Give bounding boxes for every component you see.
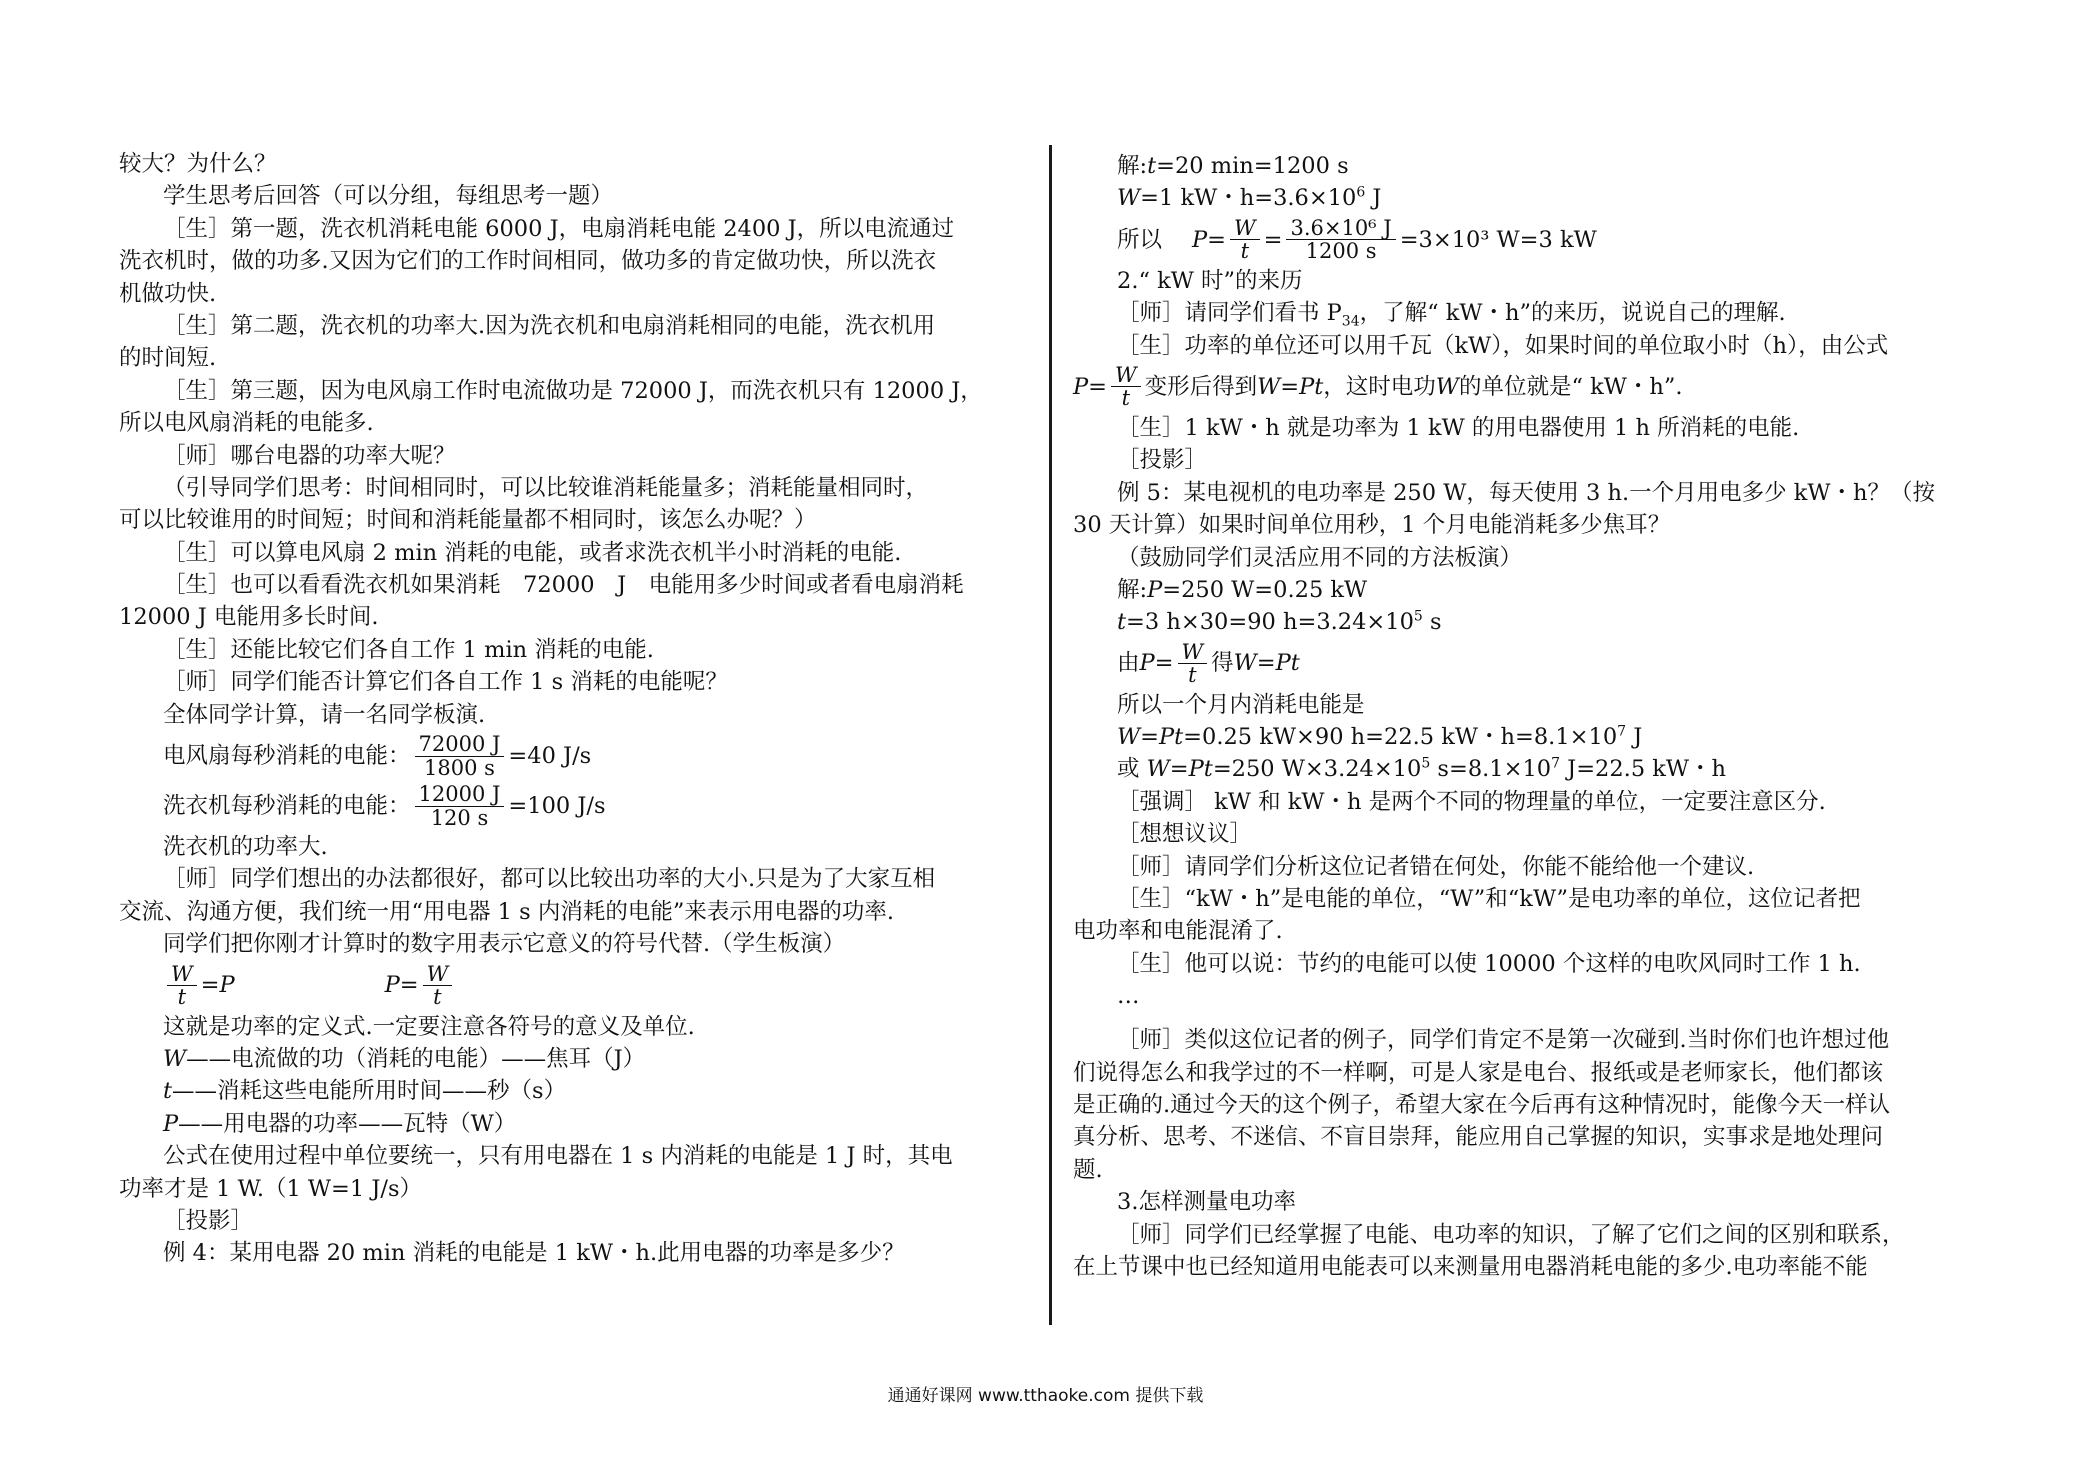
- text-line: 在上节课中也已经知道用电能表可以来测量用电器消耗电能的多少.电功率能不能: [1073, 1253, 1868, 1280]
- text-line: 真分析、思考、不迷信、不盲目崇拜，能应用自己掌握的知识，实事求是地处理问: [1073, 1124, 1884, 1151]
- text-line: 或 W=Pt=250 $W\times 3.24\times 10^5$ $s=8.1\times 10^7$ J=22.5 kW・h: [1117, 755, 1727, 783]
- column-divider: [1049, 145, 1052, 1325]
- fraction-numerator: W: [167, 963, 197, 986]
- text-line: 例 5：某电视机的电功率是 250 W，每天使用 3 h.一个月用电多少 kW・h？（按: [1117, 479, 1936, 506]
- formula-kwh-derivation: P= $\frac{W}{t}$ 变形后得到 W=Pt ，这时电功 W 的单位就是“ kW・h”.: [1073, 363, 1683, 411]
- text-line: W——电流做的功（消耗的电能）——焦耳（J）: [163, 1045, 646, 1072]
- formula-label: 所以: [1117, 226, 1163, 253]
- fraction-numerator: W: [1111, 364, 1141, 387]
- text-line: 题.: [1073, 1156, 1103, 1183]
- text-line: t——消耗这些电能所用时间——秒（s）: [163, 1078, 567, 1105]
- text-line: ［生］也可以看看洗衣机如果消耗 72000 J 电能用多少时间或者看电扇消耗: [163, 572, 964, 599]
- text-line: 功率才是 1 W.（1 W=1 J/s）: [119, 1175, 423, 1202]
- text-line: ［生］还能比较它们各自工作 1 min 消耗的电能.: [163, 636, 654, 663]
- text-line: 30 天计算）如果时间单位用秒，1 个月电能消耗多少焦耳？: [1073, 512, 1671, 539]
- text-line: 公式在使用过程中单位要统一，只有用电器在 1 s 内消耗的电能是 1 J 时，其电: [163, 1143, 953, 1170]
- formula-example5-derivation: 由 P= $\frac{W}{t}$ 得 W=Pt: [1117, 640, 1300, 688]
- fraction-numerator: 3.6×10⁶ J: [1286, 217, 1395, 240]
- formula-power-definition: [119, 961, 1034, 1011]
- fraction-denominator: t: [1121, 386, 1131, 411]
- text-line: W=1 kW・$h=3.6\times 10^6$ J: [1117, 184, 1382, 212]
- text-line: 解:t=20 min=1200 s: [1117, 153, 1349, 179]
- text-line: ［生］功率的单位还可以用千瓦（kW），如果时间的单位取小时（h），由公式: [1117, 332, 1889, 359]
- formula-example4-power: 所以 P = $\frac{W}{t}$ = $\frac{\text{3.6×10⁶ J}}{1200 s}$ =3×10³ W=3 kW: [1117, 216, 1597, 264]
- formula-prefix: P=: [384, 972, 419, 999]
- fraction: [1286, 217, 1395, 262]
- text-line: （引导同学们思考：时间相同时，可以比较谁消耗能量多；消耗能量相同时，: [163, 474, 929, 501]
- fraction-denominator: t: [177, 985, 187, 1010]
- fraction-numerator: 12000 J: [415, 783, 505, 806]
- text-line: 所以电风扇消耗的电能多.: [119, 410, 374, 437]
- text-line: ［师］同学们能否计算它们各自工作 1 s 消耗的电能呢？: [163, 669, 728, 696]
- text-line: ［师］同学们想出的办法都很好，都可以比较出功率的大小.只是为了大家互相: [163, 866, 936, 893]
- text-line: t=3 h×30=90 $h=3.24\times 10^5$ s: [1117, 608, 1442, 636]
- formula-result: =3×10³ W=3 kW: [1399, 226, 1597, 253]
- text-line: ［生］第二题，洗衣机的功率大.因为洗衣机和电扇消耗相同的电能，洗衣机用: [163, 312, 936, 339]
- fraction: [1111, 364, 1141, 409]
- fraction: [423, 963, 453, 1008]
- fraction-denominator: t: [1188, 663, 1197, 688]
- text-line: 洗衣机的功率大.: [163, 834, 328, 861]
- text-line: 可以比较谁用的时间短；时间和消耗能量都不相同时，该怎么办呢？）: [119, 507, 817, 534]
- text-line: ［师］哪台电器的功率大呢？: [163, 442, 456, 469]
- text-line: ［想想议议］: [1117, 821, 1253, 848]
- text-line: 机做功快.: [119, 280, 217, 307]
- text-line: ［师］请同学们看书 $P_{34}$，了解“ kW・h”的来历，说说自己的理解.: [1117, 300, 1786, 330]
- right-column: [1073, 150, 1983, 1283]
- text-line: ［生］“kW・h”是电能的单位，“W”和“kW”是电功率的单位，这位记者把: [1117, 886, 1861, 913]
- text-line: ［生］1 kW・h 就是功率为 1 kW 的用电器使用 1 h 所消耗的电能.: [1117, 414, 1800, 441]
- fraction-numerator: W: [1178, 641, 1208, 664]
- formula-prefix: P=: [1073, 373, 1107, 400]
- text-line: 例 4：某用电器 20 min 消耗的电能是 1 kW・h.此用电器的功率是多少？: [163, 1240, 905, 1267]
- fraction-denominator: 120 s: [430, 805, 489, 830]
- fraction: [1230, 217, 1260, 262]
- text-line: 12000 J 电能用多长时间.: [119, 604, 379, 631]
- page-footer: 通通好课网 www.tthaoke.com 提供下载: [887, 1386, 1204, 1406]
- text-line: ［生］第一题，洗衣机消耗电能 6000 J，电扇消耗电能 2400 J，所以电流通过: [163, 215, 955, 242]
- ellipsis: …: [1117, 983, 1140, 1010]
- fraction: [415, 783, 505, 828]
- formula-symbol: P: [1192, 226, 1208, 253]
- text-line: ［投影］: [1117, 447, 1208, 474]
- formula-result: =P: [200, 972, 235, 999]
- text-line: P——用电器的功率——瓦特（W）: [163, 1110, 517, 1137]
- fraction-numerator: W: [423, 963, 453, 986]
- text-line: 全体同学计算，请一名同学板演.: [163, 701, 486, 728]
- left-column: [119, 148, 1034, 1270]
- text-line: 学生思考后回答（可以分组，每组思考一题）: [163, 183, 614, 210]
- formula-result: =40 J/s: [508, 742, 592, 769]
- text-line: （鼓励同学们灵活应用不同的方法板演）: [1117, 544, 1523, 571]
- text-line: ［师］类似这位记者的例子，同学们肯定不是第一次碰到.当时你们也许想过他: [1117, 1027, 1890, 1054]
- text-line: 是正确的.通过今天的这个例子，希望大家在今后再有这种情况时，能像今天一样认: [1073, 1091, 1891, 1118]
- text-line: 较大？为什么？: [119, 151, 277, 177]
- text-line: ［生］他可以说：节约的电能可以使 10000 个这样的电吹风同时工作 1 h.: [1117, 950, 1861, 977]
- text-line: 这就是功率的定义式.一定要注意各符号的意义及单位.: [163, 1013, 695, 1040]
- text-line: 解:P=250 W=0.25 kW: [1117, 576, 1368, 603]
- formula-result: =100 J/s: [508, 792, 606, 819]
- text-line: ［生］第三题，因为电风扇工作时电流做功是 72000 J，而洗衣机只有 12000 J，: [163, 377, 983, 404]
- formula-fan-energy: [119, 731, 1034, 781]
- fraction-denominator: t: [1240, 239, 1250, 264]
- text-line: ［生］可以算电风扇 2 min 消耗的电能，或者求洗衣机半小时消耗的电能.: [163, 539, 902, 566]
- formula-label: 电风扇每秒消耗的电能：: [163, 742, 411, 769]
- text-line: ［师］同学们已经掌握了电能、电功率的知识，了解了它们之间的区别和联系，: [1117, 1221, 1905, 1248]
- fraction-denominator: t: [433, 985, 442, 1010]
- fraction-denominator: 1200 s: [1305, 239, 1377, 264]
- text-line: ［师］请同学们分析这位记者错在何处，你能不能给他一个建议.: [1117, 853, 1755, 880]
- fraction-numerator: W: [1230, 217, 1260, 240]
- text-line: 的时间短.: [119, 345, 217, 372]
- text-line: 交流、沟通方便，我们统一用“用电器 1 s 内消耗的电能”来表示用电器的功率.: [119, 898, 894, 925]
- formula-label: 洗衣机每秒消耗的电能：: [163, 792, 411, 819]
- section-heading: 2.“ kW 时”的来历: [1117, 267, 1303, 294]
- fraction-numerator: 72000 J: [415, 733, 505, 756]
- fraction: [167, 963, 197, 1008]
- text-line: ［强调］ kW 和 kW・h 是两个不同的物理量的单位，一定要注意区分.: [1117, 788, 1826, 815]
- text-line: 洗衣机时，做的功多.又因为它们的工作时间相同，做功多的肯定做功快，所以洗衣: [119, 248, 937, 275]
- fraction-denominator: 1800 s: [424, 755, 495, 780]
- fraction: [415, 733, 505, 778]
- formula-washer-energy: [119, 781, 1034, 831]
- text-line: ［投影］: [163, 1207, 254, 1234]
- text-line: 电功率和电能混淆了.: [1073, 918, 1283, 945]
- text-line: 所以一个月内消耗电能是: [1117, 691, 1365, 718]
- fraction: [1178, 641, 1208, 686]
- text-line: W=Pt=0.25 kW×90 h=22.5 kW・$h=8.1\times 10^7$ J: [1117, 723, 1643, 751]
- text-line: 同学们把你刚才计算时的数字用表示它意义的符号代替.（学生板演）: [163, 931, 846, 958]
- text-line: 们说得怎么和我学过的不一样啊，可是人家是电台、报纸或是老师家长，他们都该: [1073, 1059, 1884, 1086]
- section-heading: 3.怎样测量电功率: [1117, 1189, 1296, 1216]
